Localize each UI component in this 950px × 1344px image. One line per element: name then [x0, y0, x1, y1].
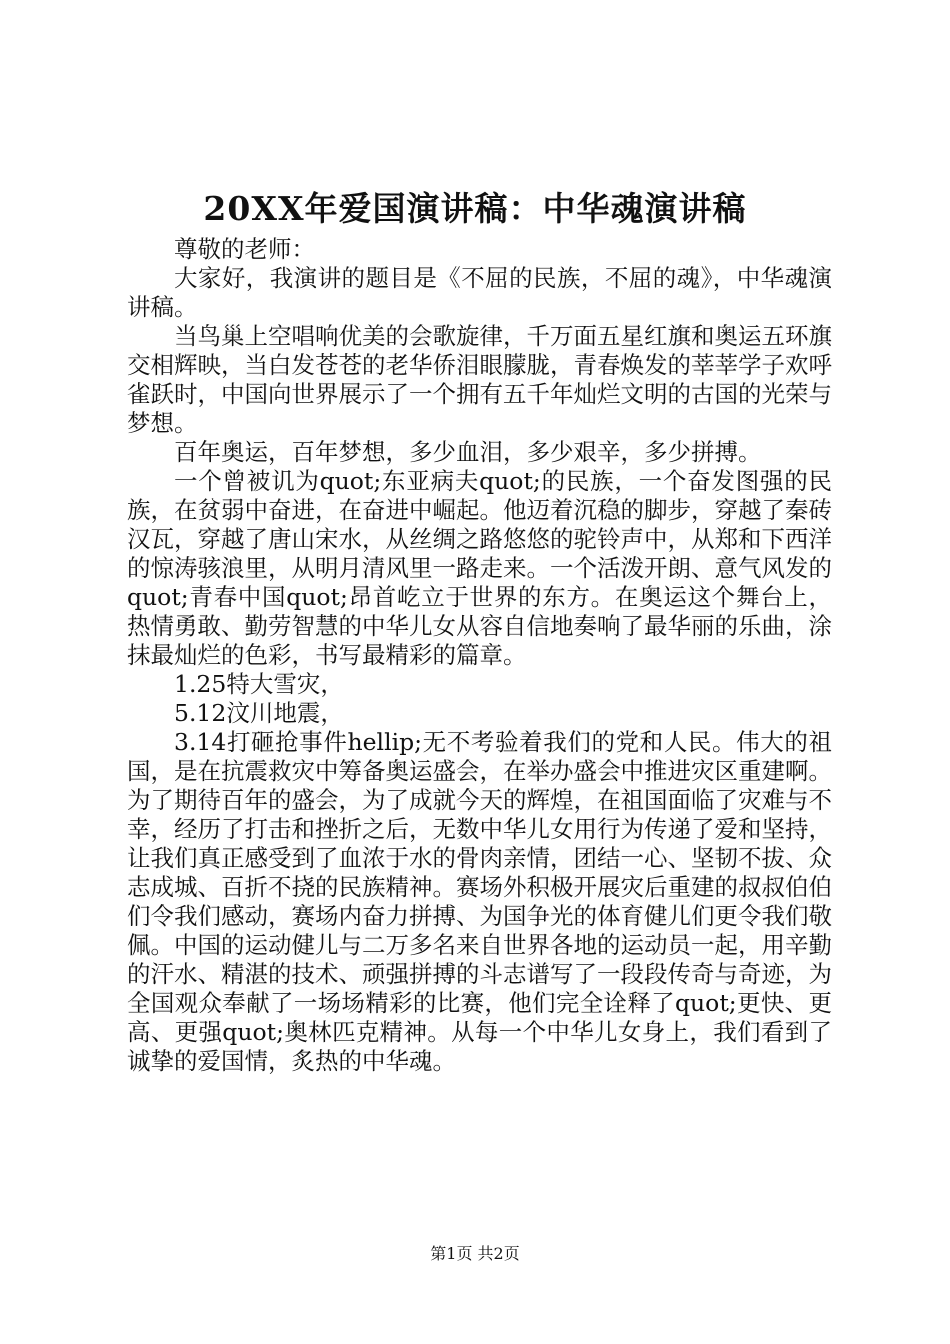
paragraph: 当鸟巢上空唱响优美的会歌旋律，千万面五星红旗和奥运五环旗交相辉映，当白发苍苍的老华侨泪眼朦胧，青春焕发的莘莘学子欢呼雀跃时，中国向世界展示了一个拥有五千年灿烂文明的古国的光荣与梦想。: [127, 322, 832, 437]
paragraph: 5.12汶川地震，: [174, 699, 344, 727]
paragraph: 3.14打砸抢事件hellip;无不考验着我们的党和人民。伟大的祖国，是在抗震救灾中筹备奥运盛会，在举办盛会中推进灾区重建啊。为了期待百年的盛会，为了成就今天的辉煌，在祖国面临了灾难与不幸，经历了打击和挫折之后，无数中华儿女用行为传递了爱和坚持，让我们真正感受到了血浓于水的骨肉亲情，团结一心、坚韧不拔、众志成城、百折不挠的民族精神。赛场外积极开展灾后重建的叔叔伯伯们令我们感动，赛场内奋力拼搏、为国争光的体育健儿们更令我们敬佩。中国的运动健儿与二万多名来自世界各地的运动员一起，用辛勤的汗水、精湛的技术、顽强拼搏的斗志谱写了一段段传奇与奇迹，为全国观众奉献了一场场精彩的比赛，他们完全诠释了quot;更快、更高、更强quot;奥林匹克精神。从每一个中华儿女身上，我们看到了诚挚的爱国情，炙热的中华魂。: [127, 728, 832, 1075]
document-body: [127, 235, 832, 1076]
page-number-footer: 第1页 共2页: [430, 1244, 520, 1263]
paragraph: 1.25特大雪灾，: [174, 670, 344, 698]
paragraph-salutation: 尊敬的老师：: [174, 235, 315, 263]
paragraph-intro: 大家好，我演讲的题目是《不屈的民族，不屈的魂》，中华魂演讲稿。: [127, 264, 832, 321]
document-title: 20XX年爱国演讲稿：中华魂演讲稿: [203, 189, 747, 228]
paragraph: 百年奥运，百年梦想，多少血泪，多少艰辛，多少拼搏。: [174, 438, 762, 466]
paragraph: 一个曾被讥为quot;东亚病夫quot;的民族，一个奋发图强的民族，在贫弱中奋进，在奋进中崛起。他迈着沉稳的脚步，穿越了秦砖汉瓦，穿越了唐山宋水，从丝绸之路悠悠的驼铃声中，从郑和下西洋的惊涛骇浪里，从明月清风里一路走来。一个活泼开朗、意气风发的quot;青春中国quot;昂首屹立于世界的东方。在奥运这个舞台上，热情勇敢、勤劳智慧的中华儿女从容自信地奏响了最华丽的乐曲，涂抹最灿烂的色彩，书写最精彩的篇章。: [127, 467, 832, 669]
